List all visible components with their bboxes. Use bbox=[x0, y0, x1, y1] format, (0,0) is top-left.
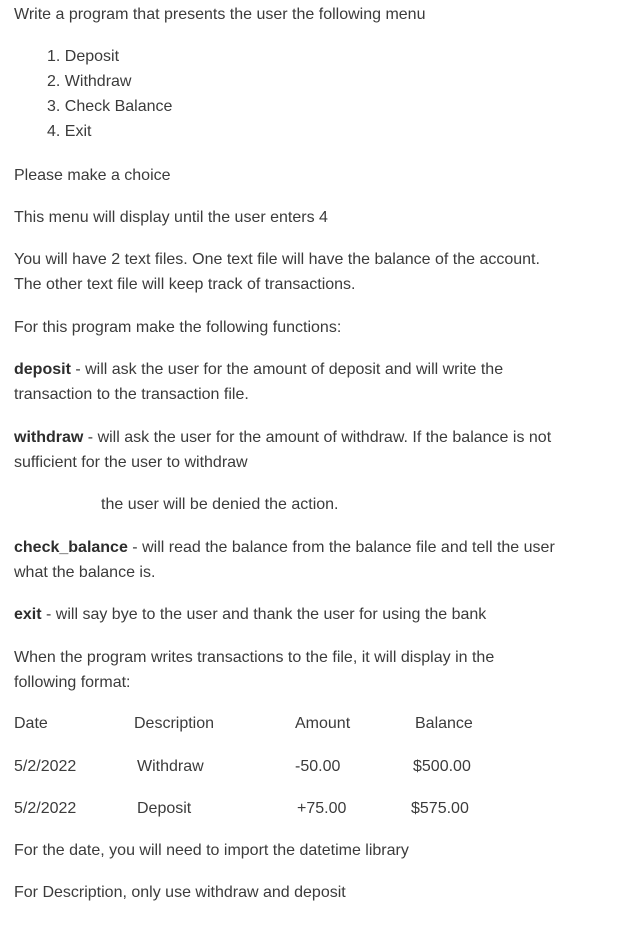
deposit-function-name: deposit bbox=[14, 361, 71, 378]
description-note: For Description, only use withdraw and deposit bbox=[14, 884, 346, 901]
exit-description bbox=[14, 602, 486, 627]
check-balance-line1: - will read the balance from the balance file and tell the user bbox=[127, 539, 555, 556]
table-row-1-description: Withdraw bbox=[137, 758, 204, 775]
withdraw-line2: sufficient for the user to withdraw bbox=[14, 454, 248, 471]
table-row-2-balance: $575.00 bbox=[411, 800, 469, 817]
withdraw-line3: the user will be denied the action. bbox=[101, 496, 339, 513]
files-note-line1: You will have 2 text files. One text file will have the balance of the account. bbox=[14, 251, 540, 268]
menu-item-withdraw: 2. Withdraw bbox=[47, 73, 132, 90]
table-row-1-date: 5/2/2022 bbox=[14, 758, 77, 775]
exit-line1: - will say bye to the user and thank the user for using the bank bbox=[41, 606, 487, 623]
menu-item-exit: 4. Exit bbox=[47, 123, 92, 140]
table-row-2-amount: +75.00 bbox=[297, 800, 347, 817]
table-row-1-balance: $500.00 bbox=[413, 758, 471, 775]
deposit-line2: transaction to the transaction file. bbox=[14, 386, 249, 403]
date-note: For the date, you will need to import the datetime library bbox=[14, 842, 409, 859]
deposit-line1: - will ask the user for the amount of deposit and will write the bbox=[70, 361, 504, 378]
functions-intro: For this program make the following functions: bbox=[14, 319, 342, 336]
table-header-amount: Amount bbox=[295, 715, 351, 732]
check-balance-function-name: check_balance bbox=[14, 539, 128, 556]
withdraw-description bbox=[14, 425, 551, 450]
exit-function-name: exit bbox=[14, 606, 42, 623]
table-header-description: Description bbox=[134, 715, 215, 732]
intro-text: Write a program that presents the user the following menu bbox=[14, 6, 426, 23]
table-row-2-date: 5/2/2022 bbox=[14, 800, 77, 817]
withdraw-function-name: withdraw bbox=[14, 429, 84, 446]
withdraw-line1: - will ask the user for the amount of withdraw. If the balance is not bbox=[83, 429, 552, 446]
menu-list bbox=[47, 44, 172, 144]
table-row-1-amount: -50.00 bbox=[295, 758, 341, 775]
menu-item-check-balance: 3. Check Balance bbox=[47, 98, 173, 115]
files-note-line2: The other text file will keep track of transactions. bbox=[14, 276, 356, 293]
format-note-line1: When the program writes transactions to the file, it will display in the bbox=[14, 649, 495, 666]
check-balance-line2: what the balance is. bbox=[14, 564, 156, 581]
format-note-line2: following format: bbox=[14, 674, 131, 691]
table-header-date: Date bbox=[14, 715, 48, 732]
choice-prompt: Please make a choice bbox=[14, 167, 171, 184]
table-header-balance: Balance bbox=[415, 715, 473, 732]
check-balance-description bbox=[14, 535, 555, 560]
table-row-2-description: Deposit bbox=[137, 800, 192, 817]
menu-item-deposit: 1. Deposit bbox=[47, 48, 120, 65]
loop-note: This menu will display until the user enters 4 bbox=[14, 209, 328, 226]
deposit-description bbox=[14, 357, 503, 382]
